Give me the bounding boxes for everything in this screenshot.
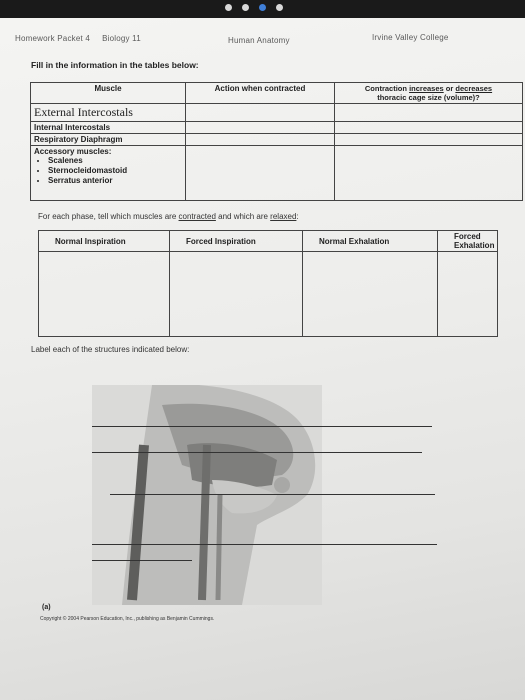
answer-cell[interactable] bbox=[438, 252, 498, 337]
list-item: • Serratus anterior bbox=[48, 176, 182, 186]
head-neck-sagittal-figure bbox=[92, 385, 322, 605]
figure-instruction: Label each of the structures indicated below: bbox=[31, 345, 190, 354]
answer-cell[interactable] bbox=[303, 252, 438, 337]
table-row bbox=[31, 122, 523, 134]
answer-cell[interactable] bbox=[335, 122, 523, 134]
notification-dot bbox=[259, 4, 266, 11]
header-college: Irvine Valley College bbox=[372, 33, 449, 42]
phase-header: Forced Exhalation bbox=[438, 231, 498, 252]
answer-cell[interactable] bbox=[170, 252, 303, 337]
header-subject: Human Anatomy bbox=[228, 36, 290, 45]
accessory-heading: Accessory muscles: bbox=[34, 147, 112, 156]
muscle-name: External Intercostals bbox=[31, 104, 186, 122]
table-row bbox=[31, 104, 523, 122]
table1-instruction: Fill in the information in the tables below: bbox=[31, 60, 199, 70]
accessory-list bbox=[34, 156, 182, 186]
notification-dot bbox=[242, 4, 249, 11]
status-bar bbox=[0, 0, 525, 20]
answer-cell[interactable] bbox=[335, 134, 523, 146]
label-line bbox=[92, 544, 437, 545]
packet-title: Homework Packet 4 bbox=[15, 34, 90, 43]
answer-cell[interactable] bbox=[335, 146, 523, 201]
answer-cell[interactable] bbox=[186, 104, 335, 122]
muscle-name: Internal Intercostals bbox=[31, 122, 186, 134]
label-line bbox=[92, 560, 192, 561]
phase-header: Forced Inspiration bbox=[170, 231, 303, 252]
label-line bbox=[92, 426, 432, 427]
action-header: Action when contracted bbox=[186, 83, 335, 104]
table2-instruction: For each phase, tell which muscles are contracted and which are relaxed: bbox=[38, 212, 299, 221]
table-row bbox=[39, 252, 498, 337]
notification-dot bbox=[225, 4, 232, 11]
muscle-name: Respiratory Diaphragm bbox=[31, 134, 186, 146]
answer-cell[interactable] bbox=[186, 146, 335, 201]
list-item: • Sternocleidomastoid bbox=[48, 166, 182, 176]
phase-header: Normal Inspiration bbox=[39, 231, 170, 252]
list-item: • Scalenes bbox=[48, 156, 182, 166]
answer-cell[interactable] bbox=[186, 122, 335, 134]
contraction-header: Contraction increases or decreases thoracic cage size (volume)? bbox=[335, 83, 523, 104]
phase-table bbox=[38, 230, 498, 337]
label-line bbox=[92, 452, 422, 453]
answer-cell[interactable] bbox=[186, 134, 335, 146]
table-row bbox=[31, 146, 523, 201]
answer-cell[interactable] bbox=[39, 252, 170, 337]
copyright-text: Copyright © 2004 Pearson Education, Inc., publishing as Benjamin Cummings. bbox=[40, 616, 215, 622]
notification-dot bbox=[276, 4, 283, 11]
phase-header: Normal Exhalation bbox=[303, 231, 438, 252]
header-left bbox=[15, 34, 141, 43]
figure-label: (a) bbox=[42, 604, 51, 611]
accessory-muscles-cell bbox=[31, 146, 186, 201]
table-row bbox=[31, 134, 523, 146]
label-line bbox=[110, 494, 435, 495]
course-name: Biology 11 bbox=[102, 34, 141, 43]
muscle-header: Muscle bbox=[31, 83, 186, 104]
answer-cell[interactable] bbox=[335, 104, 523, 122]
muscle-table bbox=[30, 82, 523, 201]
